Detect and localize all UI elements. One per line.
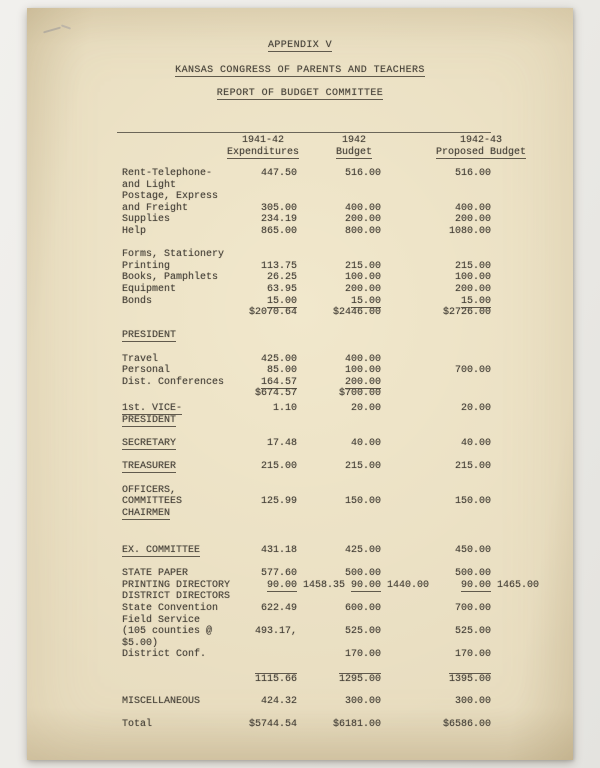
amount-col3: 1395.00 bbox=[448, 673, 491, 685]
amount-col3: 150.00 bbox=[454, 496, 491, 508]
section-heading: PRESIDENT bbox=[122, 415, 177, 427]
organization-name-text: KANSAS CONGRESS OF PARENTS AND TEACHERS bbox=[175, 65, 425, 76]
table-line bbox=[27, 649, 573, 661]
row-label: Postage, Express bbox=[122, 191, 219, 203]
column-header-expenditures: Expenditures bbox=[226, 147, 299, 158]
table-line bbox=[27, 238, 573, 250]
row-label: COMMITTEES bbox=[122, 496, 183, 508]
table-line bbox=[27, 415, 573, 427]
amount-col3: 170.00 bbox=[454, 649, 491, 661]
amount-col2-extended: 1440.00 bbox=[387, 579, 430, 591]
amount-col2: 40.00 bbox=[350, 438, 381, 450]
table-line bbox=[27, 461, 573, 473]
table-line bbox=[27, 191, 573, 203]
table-line bbox=[27, 261, 573, 273]
row-label: and Freight bbox=[122, 202, 189, 214]
amount-col3: 450.00 bbox=[454, 545, 491, 556]
amount-col3: 200.00 bbox=[454, 214, 491, 226]
amount-col2: 20.00 bbox=[350, 403, 381, 415]
section-heading: 1st. VICE- bbox=[122, 403, 183, 415]
amount-col2: 516.00 bbox=[344, 168, 381, 179]
amount-col2: 525.00 bbox=[344, 626, 381, 638]
amount-col2: $6181.00 bbox=[332, 718, 381, 730]
table-line bbox=[27, 557, 573, 569]
amount-col1: 15.00 bbox=[266, 295, 297, 307]
section-heading: EX. COMMITTEE bbox=[122, 545, 201, 556]
table-line bbox=[27, 365, 573, 377]
table-line bbox=[27, 388, 573, 400]
column-header-budget: Budget bbox=[335, 147, 372, 158]
amount-col2: 425.00 bbox=[344, 545, 381, 556]
amount-col1: 164.57 bbox=[260, 376, 297, 388]
column-header-proposed-budget: Proposed Budget bbox=[435, 147, 526, 158]
amount-col3: $2726.00 bbox=[442, 307, 491, 319]
row-label: Equipment bbox=[122, 283, 177, 295]
section-heading: SECRETARY bbox=[122, 438, 177, 450]
column-header-1941-42: 1941-42 bbox=[241, 135, 284, 146]
table-line bbox=[27, 203, 573, 215]
amount-col2: 300.00 bbox=[344, 695, 381, 707]
section-heading: PRESIDENT bbox=[122, 330, 177, 342]
row-label: OFFICERS, bbox=[122, 484, 177, 496]
table-line bbox=[27, 638, 573, 650]
table-line bbox=[27, 545, 573, 557]
amount-col2: 400.00 bbox=[344, 353, 381, 365]
row-label: Bonds bbox=[122, 295, 153, 307]
report-title-text: REPORT OF BUDGET COMMITTEE bbox=[216, 88, 384, 99]
document-title bbox=[27, 40, 573, 52]
amount-col2: 15.00 bbox=[350, 295, 381, 307]
amount-col1: $2070.64 bbox=[248, 307, 297, 319]
row-label: Help bbox=[122, 225, 147, 237]
amount-col2: 200.00 bbox=[344, 214, 381, 226]
amount-col2: 500.00 bbox=[344, 568, 381, 580]
table-line bbox=[27, 519, 573, 531]
amount-col2: 200.00 bbox=[344, 376, 381, 388]
amount-col3: 700.00 bbox=[454, 602, 491, 614]
amount-col1: 234.19 bbox=[260, 214, 297, 226]
table-line bbox=[27, 284, 573, 296]
amount-col2: 100.00 bbox=[344, 272, 381, 284]
column-header-1942: 1942 bbox=[341, 135, 366, 146]
amount-col2: 400.00 bbox=[344, 202, 381, 214]
amount-col2: 150.00 bbox=[344, 496, 381, 508]
amount-col1: 447.50 bbox=[260, 168, 297, 179]
table-line bbox=[27, 168, 573, 180]
table-line bbox=[27, 342, 573, 354]
amount-col1: 305.00 bbox=[260, 202, 297, 214]
amount-col3: 300.00 bbox=[454, 695, 491, 707]
amount-col1: $5744.54 bbox=[248, 718, 297, 730]
document-title-text: APPENDIX V bbox=[267, 40, 332, 51]
amount-col3: 215.00 bbox=[454, 260, 491, 272]
amount-col1: $674.57 bbox=[254, 388, 297, 400]
amount-col2: 170.00 bbox=[344, 649, 381, 661]
row-label: and Light bbox=[122, 179, 177, 191]
amount-col3: 40.00 bbox=[460, 438, 491, 450]
amount-col3: 400.00 bbox=[454, 202, 491, 214]
row-label: (105 counties @ bbox=[122, 626, 213, 638]
table-line bbox=[27, 485, 573, 497]
amount-col2: $700.00 bbox=[338, 388, 381, 400]
amount-col2: 90.00 bbox=[350, 579, 381, 591]
row-label: $5.00) bbox=[122, 637, 159, 649]
amount-col3: 20.00 bbox=[460, 403, 491, 415]
table-line bbox=[27, 226, 573, 238]
table-line bbox=[27, 319, 573, 331]
amount-col2: 800.00 bbox=[344, 225, 381, 237]
table-line bbox=[27, 696, 573, 708]
table-line bbox=[27, 403, 573, 415]
row-label: Forms, Stationery bbox=[122, 249, 225, 261]
amount-col2: 100.00 bbox=[344, 365, 381, 377]
amount-col2: 200.00 bbox=[344, 283, 381, 295]
table-line bbox=[27, 296, 573, 308]
row-label: DISTRICT DIRECTORS bbox=[122, 591, 231, 603]
row-label: Travel bbox=[122, 353, 159, 365]
table-line bbox=[27, 603, 573, 615]
amount-col3: 700.00 bbox=[454, 365, 491, 377]
column-header-1942-43: 1942-43 bbox=[459, 135, 502, 146]
row-label: Field Service bbox=[122, 614, 201, 626]
table-line bbox=[27, 180, 573, 192]
amount-col1: 17.48 bbox=[266, 438, 297, 450]
row-label: Supplies bbox=[122, 214, 171, 226]
amount-col3: 525.00 bbox=[454, 626, 491, 638]
table-line bbox=[27, 427, 573, 439]
table-line bbox=[27, 673, 573, 685]
amount-col1: 113.75 bbox=[260, 260, 297, 272]
amount-col3: $6586.00 bbox=[442, 718, 491, 730]
amount-col1: 577.60 bbox=[260, 568, 297, 580]
row-label: MISCELLANEOUS bbox=[122, 695, 201, 707]
amount-col3: 15.00 bbox=[460, 295, 491, 307]
pencil-mark bbox=[41, 22, 85, 40]
amount-col2: 1295.00 bbox=[338, 673, 381, 685]
table-line bbox=[27, 707, 573, 719]
document-page bbox=[27, 8, 573, 760]
section-heading: CHAIRMEN bbox=[122, 507, 171, 519]
table-line bbox=[27, 615, 573, 627]
table-line bbox=[27, 568, 573, 580]
row-label: PRINTING DIRECTORY bbox=[122, 579, 231, 591]
table-line bbox=[27, 330, 573, 342]
table-line bbox=[27, 377, 573, 389]
amount-col3: 215.00 bbox=[454, 461, 491, 473]
amount-col1: 85.00 bbox=[266, 365, 297, 377]
amount-col3: 90.00 bbox=[460, 579, 491, 591]
section-heading: TREASURER bbox=[122, 461, 177, 473]
amount-col2: $2446.00 bbox=[332, 307, 381, 319]
amount-col1: 622.49 bbox=[260, 602, 297, 614]
amount-col2: 600.00 bbox=[344, 602, 381, 614]
amount-col1-extended: 1458.35 bbox=[303, 579, 346, 591]
row-label: Books, Pamphlets bbox=[122, 272, 219, 284]
row-label: Personal bbox=[122, 365, 171, 377]
amount-col2: 215.00 bbox=[344, 260, 381, 272]
amount-col1: 215.00 bbox=[260, 461, 297, 473]
organization-name bbox=[27, 65, 573, 77]
table-line bbox=[27, 450, 573, 462]
table-line bbox=[27, 580, 573, 592]
report-title bbox=[27, 88, 573, 100]
amount-col1: 425.00 bbox=[260, 353, 297, 365]
row-label: Dist. Conferences bbox=[122, 376, 225, 388]
amount-col1: 90.00 bbox=[266, 579, 297, 591]
table-line bbox=[27, 661, 573, 673]
amount-col1: 424.32 bbox=[260, 695, 297, 707]
amount-col1: 865.00 bbox=[260, 225, 297, 237]
amount-col3: 500.00 bbox=[454, 568, 491, 580]
row-label: Rent-Telephone- bbox=[122, 168, 213, 179]
amount-col1: 125.99 bbox=[260, 496, 297, 508]
amount-col1: 63.95 bbox=[266, 283, 297, 295]
amount-col1: 493.17, bbox=[254, 626, 297, 638]
table-top-rule bbox=[117, 132, 491, 133]
row-label: STATE PAPER bbox=[122, 568, 189, 580]
table-line bbox=[27, 473, 573, 485]
amount-col1: 1.10 bbox=[272, 403, 297, 415]
table-line bbox=[27, 508, 573, 520]
amount-col3: 100.00 bbox=[454, 272, 491, 284]
row-label: District Conf. bbox=[122, 649, 207, 661]
amount-col3: 1080.00 bbox=[448, 225, 491, 237]
table-line bbox=[27, 684, 573, 696]
table-line bbox=[27, 307, 573, 319]
table-line bbox=[27, 354, 573, 366]
row-label: Total bbox=[122, 718, 153, 730]
amount-col1: 431.18 bbox=[260, 545, 297, 556]
row-label: Printing bbox=[122, 260, 171, 272]
table-line bbox=[27, 626, 573, 638]
table-line bbox=[27, 249, 573, 261]
amount-col1: 1115.66 bbox=[254, 673, 297, 685]
table-line bbox=[27, 214, 573, 226]
amount-col3: 516.00 bbox=[454, 168, 491, 179]
amount-col3: 200.00 bbox=[454, 283, 491, 295]
table-line bbox=[27, 496, 573, 508]
table-line bbox=[27, 272, 573, 284]
table-line bbox=[27, 719, 573, 731]
table-line bbox=[27, 438, 573, 450]
table-body bbox=[27, 168, 573, 731]
amount-col2: 215.00 bbox=[344, 461, 381, 473]
amount-col1: 26.25 bbox=[266, 272, 297, 284]
row-label: State Convention bbox=[122, 602, 219, 614]
table-line bbox=[27, 591, 573, 603]
amount-col3-extended: 1465.00 bbox=[497, 579, 540, 591]
